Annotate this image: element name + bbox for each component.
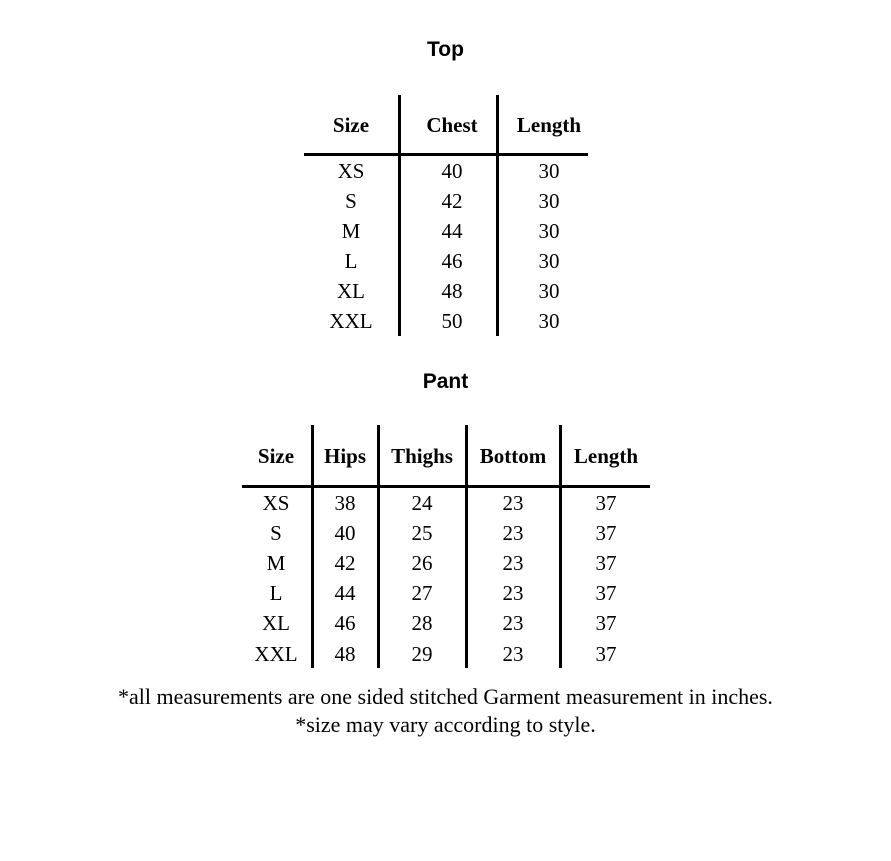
top-cell-length: 30 [538,309,560,333]
pant-cell-thighs: 25 [411,521,433,545]
pant-column-divider [465,425,468,668]
top-cell-size: XL [337,279,365,303]
pant-cell-bottom: 23 [502,551,524,575]
pant-cell-hips: 38 [334,491,356,515]
top-header-divider [304,153,588,156]
top-cell-length: 30 [538,249,560,273]
top-cell-chest: 42 [441,189,463,213]
top-cell-size: XS [337,159,365,183]
top-cell-chest: 50 [441,309,463,333]
pant-cell-size: XXL [254,642,298,666]
size-variation-note: *size may vary according to style. [295,712,596,737]
top-cell-chest: 44 [441,219,463,243]
pant-header-length: Length [573,444,639,468]
top-column-divider [496,95,499,336]
top-header-size: Size [332,113,370,137]
pant-cell-size: M [266,551,286,575]
pant-header-bottom: Bottom [479,444,547,468]
pant-cell-hips: 48 [334,642,356,666]
pant-cell-length: 37 [595,642,617,666]
pant-cell-size: XL [262,611,290,635]
pant-cell-hips: 46 [334,611,356,635]
top-cell-size: M [341,219,361,243]
pant-table-title: Pant [422,370,469,393]
top-cell-length: 30 [538,279,560,303]
pant-column-divider [377,425,380,668]
pant-header-divider [242,485,650,488]
pant-cell-length: 37 [595,521,617,545]
pant-cell-bottom: 23 [502,642,524,666]
pant-column-divider [559,425,562,668]
top-cell-chest: 48 [441,279,463,303]
pant-column-divider [311,425,314,668]
pant-header-size: Size [257,444,295,468]
pant-cell-size: S [270,521,282,545]
top-header-chest: Chest [426,113,478,137]
pant-cell-bottom: 23 [502,611,524,635]
pant-cell-thighs: 26 [411,551,433,575]
pant-cell-length: 37 [595,491,617,515]
top-header-length: Length [516,113,582,137]
top-cell-size: L [344,249,358,273]
pant-cell-length: 37 [595,581,617,605]
pant-header-thighs: Thighs [391,444,453,468]
top-cell-length: 30 [538,159,560,183]
top-cell-length: 30 [538,219,560,243]
pant-cell-size: XS [262,491,290,515]
top-cell-chest: 46 [441,249,463,273]
pant-cell-hips: 42 [334,551,356,575]
pant-cell-bottom: 23 [502,521,524,545]
top-cell-size: XXL [329,309,373,333]
pant-header-hips: Hips [323,444,367,468]
top-cell-chest: 40 [441,159,463,183]
pant-cell-hips: 40 [334,521,356,545]
top-table-title: Top [427,38,464,61]
pant-cell-length: 37 [595,611,617,635]
pant-cell-hips: 44 [334,581,356,605]
pant-cell-bottom: 23 [502,581,524,605]
pant-cell-bottom: 23 [502,491,524,515]
top-cell-size: S [345,189,357,213]
pant-cell-length: 37 [595,551,617,575]
pant-cell-thighs: 24 [411,491,433,515]
pant-cell-size: L [269,581,283,605]
pant-cell-thighs: 29 [411,642,433,666]
pant-cell-thighs: 27 [411,581,433,605]
pant-cell-thighs: 28 [411,611,433,635]
top-cell-length: 30 [538,189,560,213]
measurement-note: *all measurements are one sided stitched Garment measurement in inches. [118,684,773,709]
top-column-divider [398,95,401,336]
